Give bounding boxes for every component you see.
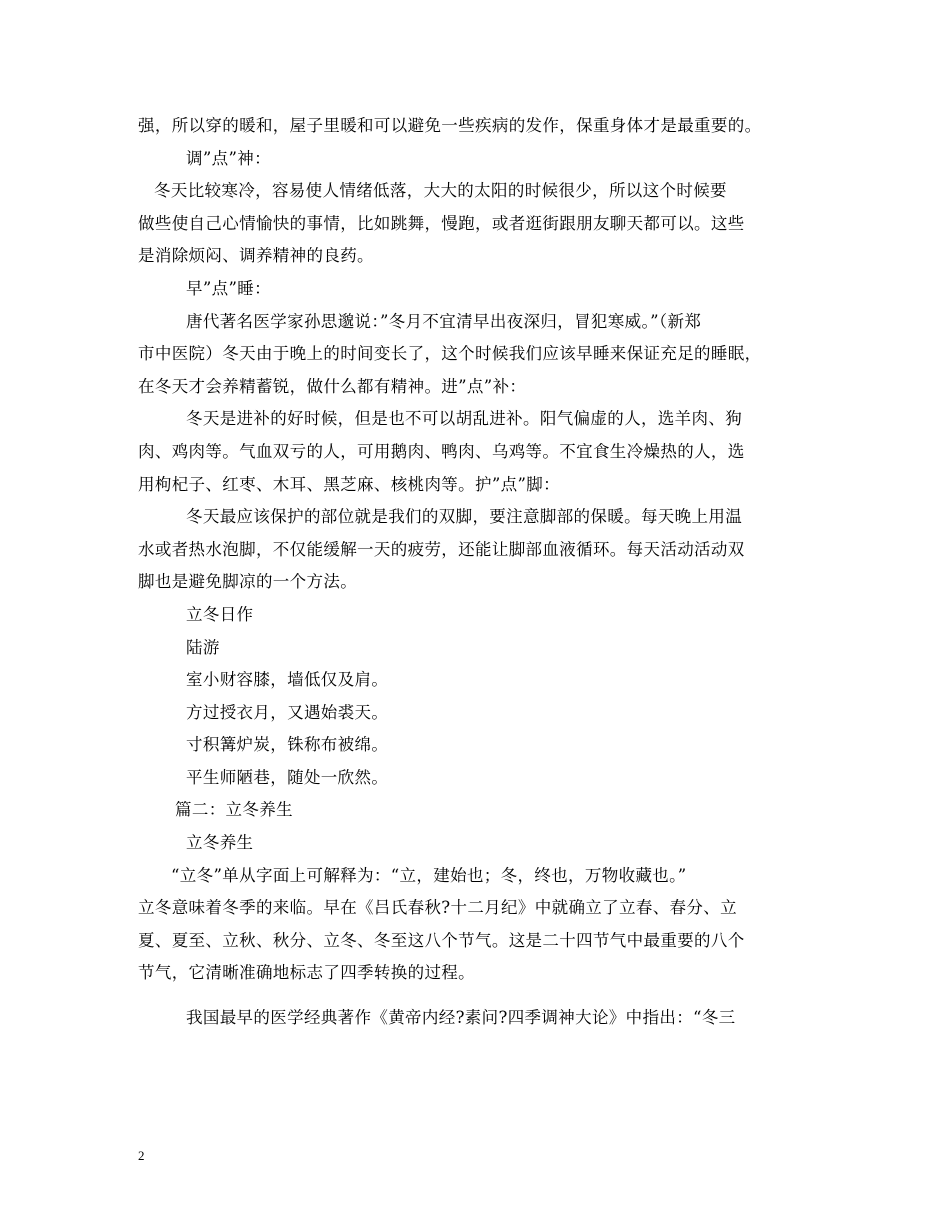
paragraph-line: 水或者热水泡脚，不仅能缓解一天的疲劳，还能让脚部血液循环。每天活动活动双 <box>138 539 745 559</box>
poem-line: 平生师陋巷，随处一欣然。 <box>186 767 389 787</box>
page-number: 2 <box>138 1148 145 1163</box>
paragraph-line: 冬天是进补的好时候，但是也不可以胡乱进补。阳气偏虚的人，选羊肉、狗 <box>186 409 743 429</box>
paragraph-line: 市中医院）冬天由于晚上的时间变长了，这个时候我们应该早睡来保证充足的睡眠， <box>138 344 762 364</box>
paragraph-line: 节气，它清晰准确地标志了四季转换的过程。 <box>138 963 475 983</box>
paragraph-line: 肉、鸡肉等。气血双亏的人，可用鹅肉、鸭肉、乌鸡等。不宜食生冷燥热的人，选 <box>138 441 745 461</box>
paragraph-line: “立冬”单从字面上可解释为：“立，建始也；冬，终也，万物收藏也。” <box>171 865 687 885</box>
section-heading: 立冬养生 <box>186 833 254 853</box>
poem-line: 方过授衣月，又遇始裘天。 <box>186 702 389 722</box>
paragraph-gap <box>138 990 814 1002</box>
section-heading: 早”点”睡： <box>186 278 271 298</box>
paragraph-line: 唐代著名医学家孙思邈说：”冬月不宜清早出夜深归，冒犯寒威。”（新郑 <box>186 311 702 331</box>
chapter-heading: 篇二：立冬养生 <box>175 800 293 820</box>
paragraph-line: 冬天比较寒冷，容易使人情绪低落，大大的太阳的时候很少，所以这个时候要 <box>154 181 727 201</box>
paragraph-line: 立冬意味着冬季的来临。早在《吕氏春秋?十二月纪》中就确立了立春、春分、立 <box>138 898 737 918</box>
paragraph-line: 用枸杞子、红枣、木耳、黑芝麻、核桃肉等。护”点”脚： <box>138 474 560 494</box>
paragraph-line: 夏、夏至、立秋、秋分、立冬、冬至这八个节气。这是二十四节气中最重要的八个 <box>138 930 745 950</box>
paragraph-line: 是消除烦闷、调养精神的良药。 <box>138 246 374 266</box>
paragraph-line: 脚也是避免脚凉的一个方法。 <box>138 572 358 592</box>
paragraph-line: 在冬天才会养精蓄锐，做什么都有精神。进”点”补： <box>138 376 527 396</box>
document-body <box>138 110 814 1035</box>
poem-line: 寸积篝炉炭，铢称布被绵。 <box>186 735 389 755</box>
poem-author: 陆游 <box>186 637 220 657</box>
paragraph-line: 冬天最应该保护的部位就是我们的双脚，要注意脚部的保暖。每天晚上用温 <box>186 507 743 527</box>
section-heading: 调”点”神： <box>186 148 271 168</box>
paragraph-line: 做些使自己心情愉快的事情，比如跳舞，慢跑，或者逛街跟朋友聊天都可以。这些 <box>138 213 745 233</box>
paragraph-line: 我国最早的医学经典著作《黄帝内经?素问?四季调神大论》中指出：“冬三 <box>186 1008 736 1028</box>
poem-line: 室小财容膝，墙低仅及肩。 <box>186 670 389 690</box>
poem-title: 立冬日作 <box>186 604 254 624</box>
paragraph-line: 强，所以穿的暖和，屋子里暖和可以避免一些疾病的发作，保重身体才是最重要的。 <box>138 116 762 135</box>
